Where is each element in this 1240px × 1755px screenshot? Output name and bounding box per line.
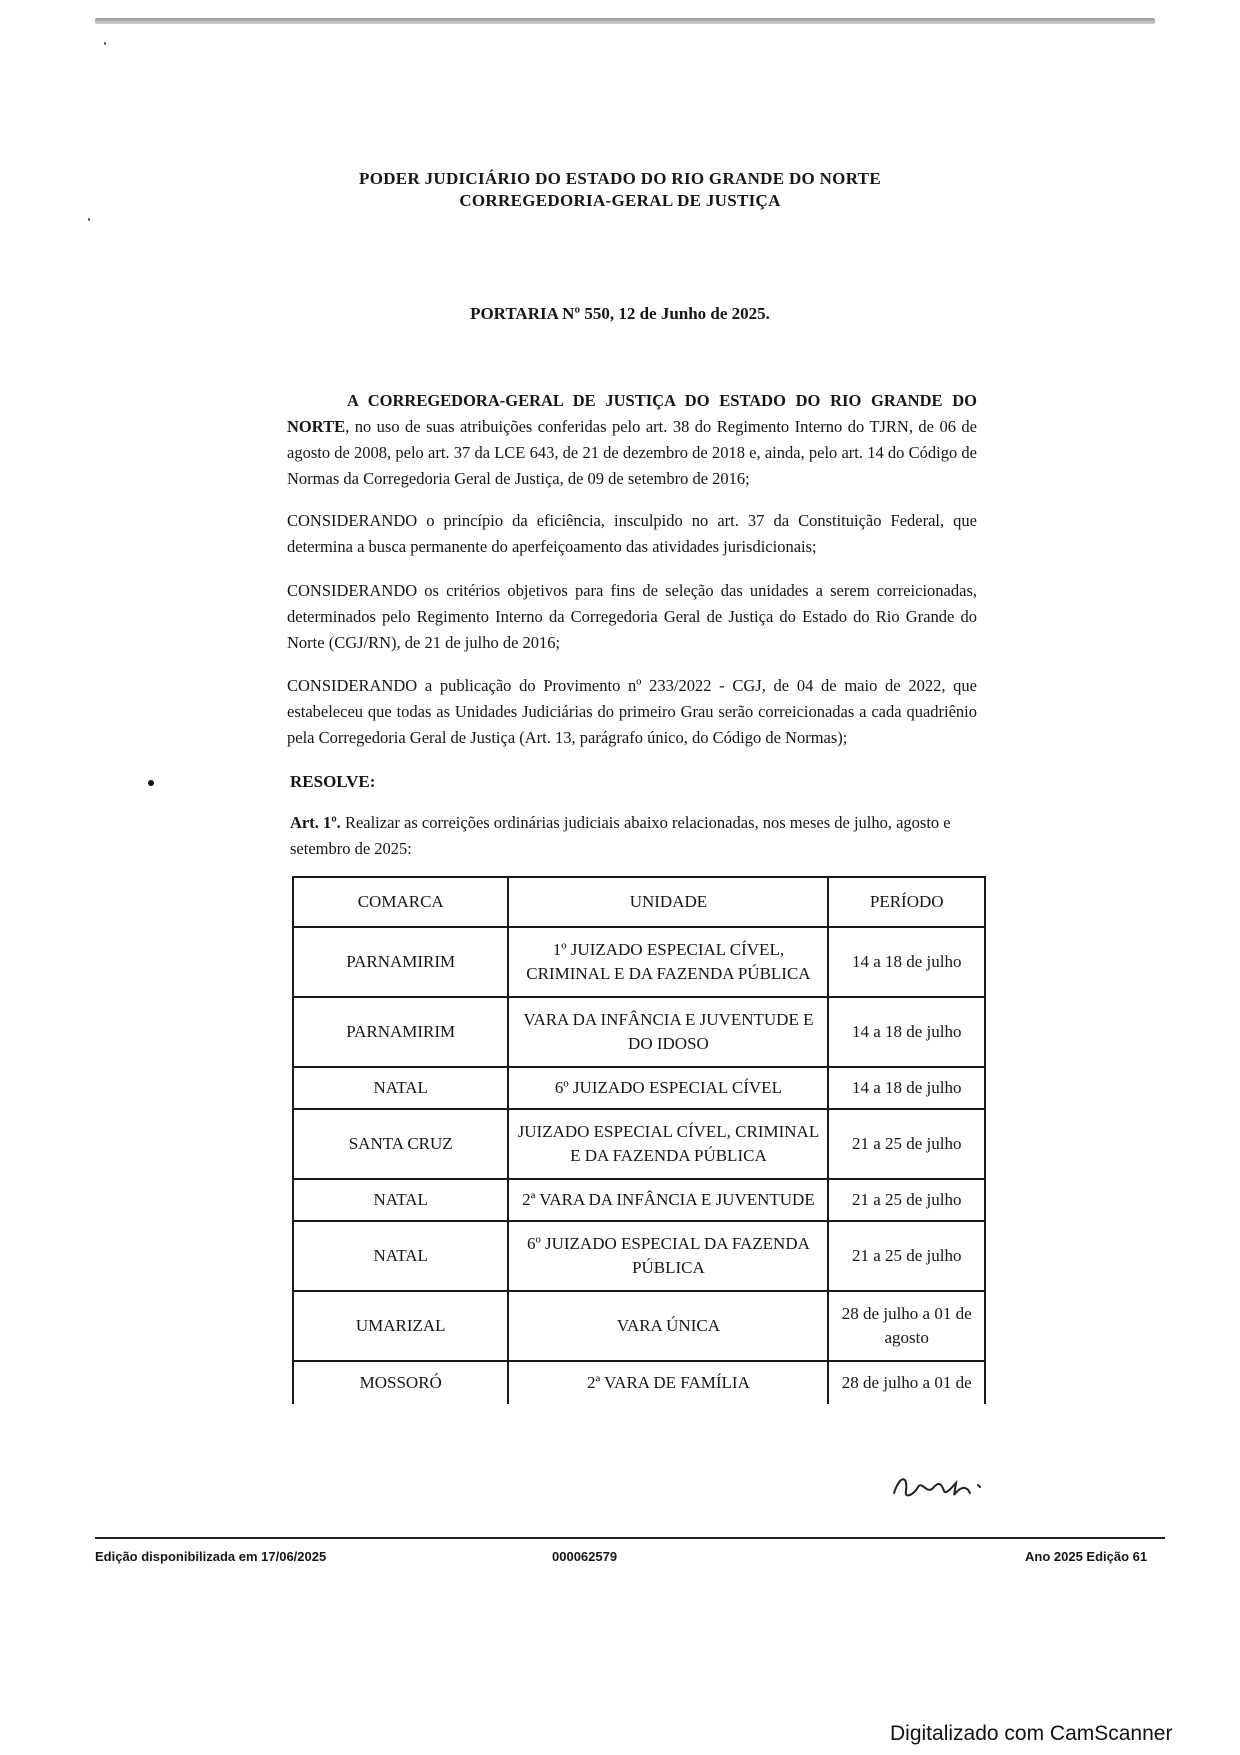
table-row <box>293 1067 985 1109</box>
considerando-paragraph <box>287 578 977 656</box>
scan-speck <box>88 218 90 221</box>
cell-unidade: 6º JUIZADO ESPECIAL DA FAZENDA PÚBLICA <box>508 1221 828 1291</box>
cell-comarca: NATAL <box>293 1179 508 1221</box>
correicoes-table <box>292 876 986 1404</box>
preamble-text: , no uso de suas atribuições conferidas pelo art. 38 do Regimento Interno do TJRN, de 06 de agosto de 2008, pelo art. 37 da LCE 643, de 21 de dezembro de 2018 e, ainda, pelo art. 14 do Código de Normas da Corregedoria Geral de Justiça, de 09 de setembro de 2016; <box>287 417 977 488</box>
footer-document-number: 000062579 <box>552 1549 618 1564</box>
preamble-lead: A CORREGEDORA-GERAL DE JUSTIÇA DO ESTADO DO RIO GRANDE DO NORTE <box>287 391 977 436</box>
table-row <box>293 1109 985 1179</box>
article-lead: Art. 1º. <box>290 813 341 832</box>
preamble-paragraph <box>287 388 977 492</box>
considerando-lead: CONSIDERANDO <box>287 581 418 600</box>
cell-periodo: 14 a 18 de julho <box>828 1067 985 1109</box>
cell-unidade: 6º JUIZADO ESPECIAL CÍVEL <box>508 1067 828 1109</box>
cell-unidade: 2ª VARA DA INFÂNCIA E JUVENTUDE <box>508 1179 828 1221</box>
article-text: Realizar as correições ordinárias judiciais abaixo relacionadas, nos meses de julho, agosto e setembro de 2025: <box>290 813 951 858</box>
considerando-text: a publicação do Provimento nº 233/2022 - CGJ, de 04 de maio de 2022, que estabeleceu que todas as Unidades Judiciárias do primeiro Grau serão correicionadas a cada quadriênio pela Corregedoria Geral de Justiça (Art. 13, parágrafo único, do Código de Normas); <box>287 676 977 747</box>
cell-comarca: PARNAMIRIM <box>293 997 508 1067</box>
scan-speck <box>104 42 106 45</box>
cell-comarca: NATAL <box>293 1221 508 1291</box>
table-row <box>293 927 985 997</box>
footer-edition-number: Ano 2025 Edição 61 <box>1025 1549 1148 1564</box>
cell-comarca: SANTA CRUZ <box>293 1109 508 1179</box>
table-row <box>293 1221 985 1291</box>
cell-unidade: JUIZADO ESPECIAL CÍVEL, CRIMINAL E DA FAZENDA PÚBLICA <box>508 1109 828 1179</box>
scan-dot <box>148 780 154 786</box>
considerando-text: o princípio da eficiência, insculpido no art. 37 da Constituição Federal, que determina a busca permanente do aperfeiçoamento das atividades jurisdicionais; <box>287 511 977 556</box>
cell-unidade: VARA ÚNICA <box>508 1291 828 1361</box>
cell-periodo: 28 de julho a 01 de agosto <box>828 1291 985 1361</box>
cell-comarca: UMARIZAL <box>293 1291 508 1361</box>
considerando-paragraph <box>287 673 977 751</box>
header-periodo: PERÍODO <box>828 877 985 927</box>
cell-periodo: 14 a 18 de julho <box>828 997 985 1067</box>
considerando-paragraph <box>287 508 977 560</box>
table-row <box>293 1179 985 1221</box>
signature-initials <box>890 1465 1010 1505</box>
resolve-heading: RESOLVE: <box>290 772 376 791</box>
header-line-court: PODER JUDICIÁRIO DO ESTADO DO RIO GRANDE DO NORTE <box>359 169 881 188</box>
cell-periodo: 21 a 25 de julho <box>828 1179 985 1221</box>
cell-comarca: NATAL <box>293 1067 508 1109</box>
cell-periodo: 14 a 18 de julho <box>828 927 985 997</box>
footer-edition-date: Edição disponibilizada em 17/06/2025 <box>95 1549 327 1564</box>
considerando-text: os critérios objetivos para fins de seleção das unidades a serem correicionadas, determinados pelo Regimento Interno da Corregedoria Geral de Justiça do Estado do Rio Grande do Norte (CGJ/RN), de 21 de julho de 2016; <box>287 581 977 652</box>
scan-top-edge <box>95 18 1155 24</box>
table-header-row <box>293 877 985 927</box>
header-comarca: COMARCA <box>293 877 508 927</box>
cell-unidade: VARA DA INFÂNCIA E JUVENTUDE E DO IDOSO <box>508 997 828 1067</box>
scanner-watermark: Digitalizado com CamScanner <box>890 1722 1173 1745</box>
cell-comarca: MOSSORÓ <box>293 1361 508 1404</box>
cell-unidade: 2ª VARA DE FAMÍLIA <box>508 1361 828 1404</box>
article-1 <box>290 810 980 862</box>
document-header <box>0 168 1240 212</box>
considerando-lead: CONSIDERANDO <box>287 511 418 530</box>
footer-rule <box>95 1537 1165 1539</box>
cell-periodo: 21 a 25 de julho <box>828 1221 985 1291</box>
table-row <box>293 1361 985 1404</box>
cell-unidade: 1º JUIZADO ESPECIAL CÍVEL, CRIMINAL E DA FAZENDA PÚBLICA <box>508 927 828 997</box>
cell-comarca: PARNAMIRIM <box>293 927 508 997</box>
portaria-title: PORTARIA Nº 550, 12 de Junho de 2025. <box>470 304 770 323</box>
considerando-lead: CONSIDERANDO <box>287 676 418 695</box>
table-row <box>293 997 985 1067</box>
table-row <box>293 1291 985 1361</box>
cell-periodo: 21 a 25 de julho <box>828 1109 985 1179</box>
header-line-corregedoria: CORREGEDORIA-GERAL DE JUSTIÇA <box>459 191 781 210</box>
cell-periodo: 28 de julho a 01 de <box>828 1361 985 1404</box>
header-unidade: UNIDADE <box>508 877 828 927</box>
